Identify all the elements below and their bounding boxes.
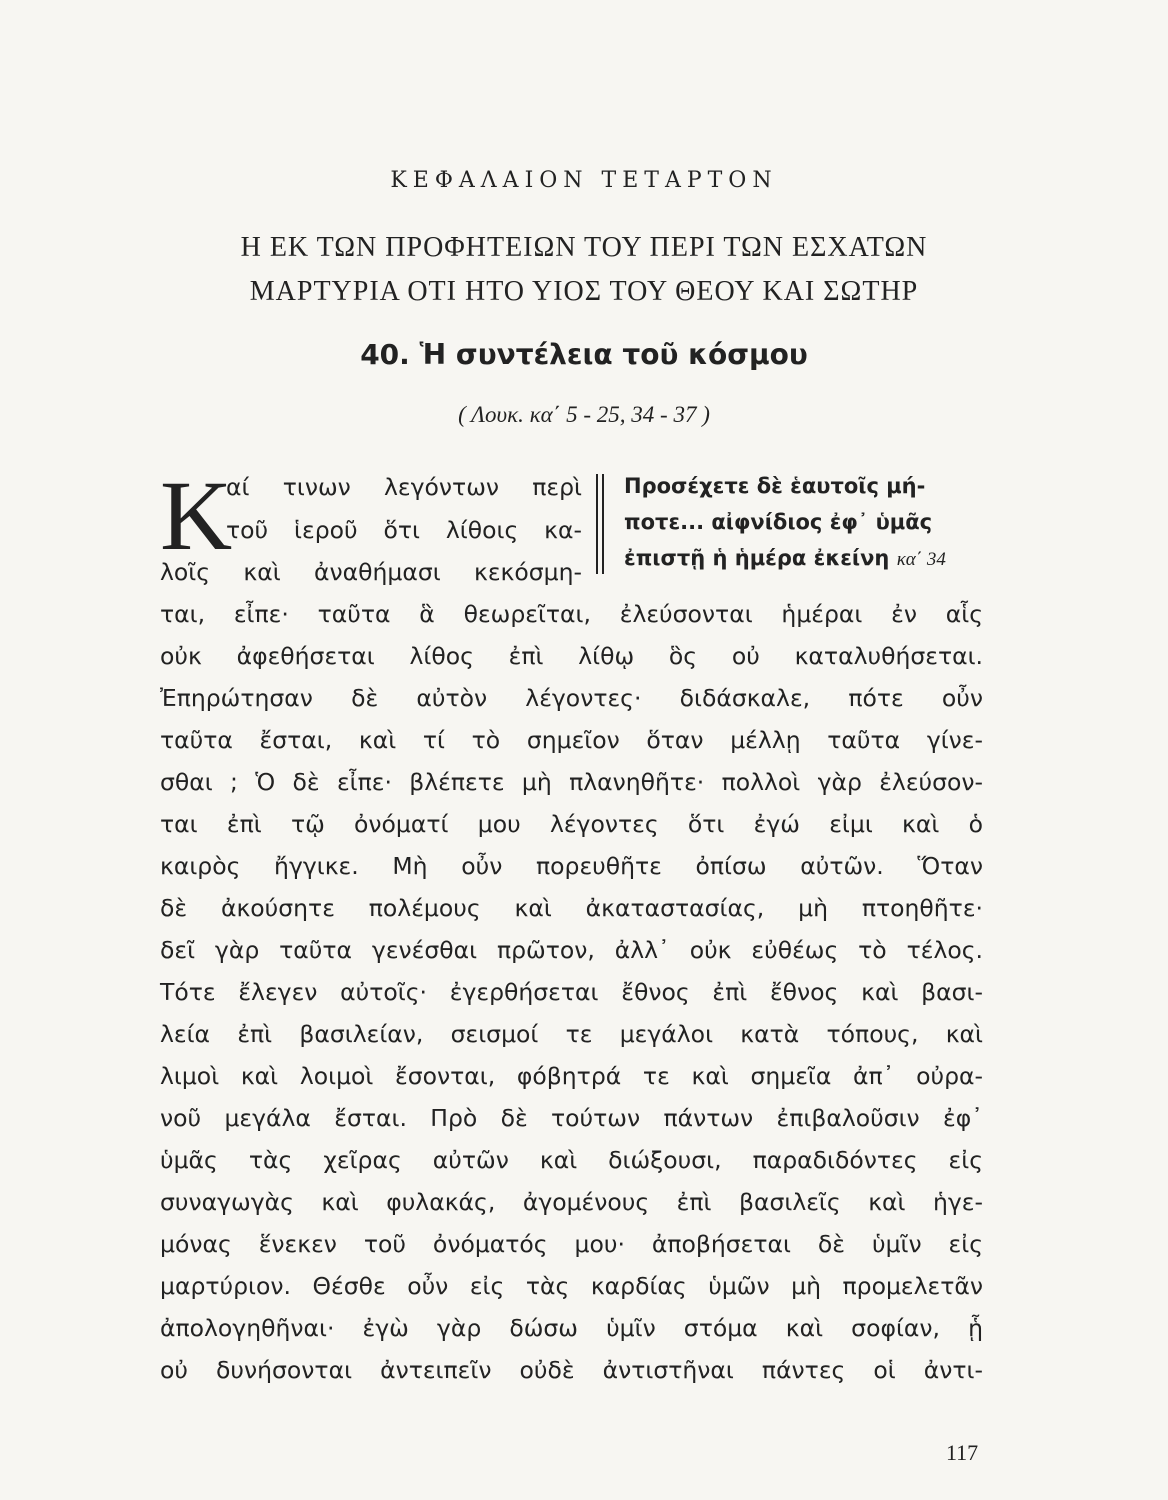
sidenote-line-3 — [624, 542, 986, 576]
body-line: ται ἐπὶ τῷ ὀνόματί μου λέγοντες ὅτι ἐγώ εἰμι καὶ ὁ — [160, 810, 983, 838]
body-line: μόνας ἕνεκεν τοῦ ὀνόματός μου· ἀποβήσεται δὲ ὑμῖν εἰς — [160, 1230, 983, 1258]
body-line: συναγωγὰς καὶ φυλακάς, ἀγομένους ἐπὶ βασιλεῖς καὶ ἡγε- — [160, 1188, 983, 1216]
body-line: ἀπολογηθῆναι· ἐγὼ γὰρ δώσω ὑμῖν στόμα καὶ σοφίαν, ᾗ — [160, 1314, 983, 1342]
body-line: σθαι ; Ὁ δὲ εἶπε· βλέπετε μὴ πλανηθῆτε· πολλοὶ γὰρ ἐλεύσον- — [160, 768, 983, 796]
section-title: 40. Ἡ συντέλεια τοῦ κόσμου — [360, 338, 808, 371]
body-line: οὐ δυνήσονται ἀντειπεῖν οὐδὲ ἀντιστῆναι πάντες οἱ ἀντι- — [160, 1356, 983, 1384]
page-number: 117 — [946, 1440, 979, 1465]
sidenote-divider-2 — [602, 474, 604, 574]
sidenote-line-3-text: ἐπιστῇ ἡ ἡμέρα ἐκείνη — [624, 546, 890, 570]
chapter-heading: ΚΕΦΑΛΑΙΟΝ ΤΕΤΑΡΤΟΝ — [390, 168, 778, 193]
opening-line-3: λοῖς καὶ ἀναθήμασι κεκόσμη- — [160, 558, 582, 586]
body-line: Ἐπηρώτησαν δὲ αὐτὸν λέγοντες· διδάσκαλε, πότε οὖν — [160, 684, 983, 712]
body-line: δὲ ἀκούσητε πολέμους καὶ ἀκαταστασίας, μὴ πτοηθῆτε· — [160, 894, 983, 922]
drop-cap: Κ — [160, 460, 233, 571]
title-line-1: Η ΕΚ ΤΩΝ ΠΡΟΦΗΤΕΙΩΝ ΤΟΥ ΠΕΡΙ ΤΩΝ ΕΣΧΑΤΩΝ — [240, 232, 928, 263]
opening-line-1: αί τινων λεγόντων περὶ — [226, 473, 582, 501]
body-line: ται, εἶπε· ταῦτα ἃ θεωρεῖται, ἐλεύσονται ἡμέραι ἐν αἷς — [160, 600, 983, 628]
sidenote-line-2: ποτε... αἰφνίδιος ἐφ᾿ ὑμᾶς — [624, 510, 933, 534]
body-line: καιρὸς ἤγγικε. Μὴ οὖν πορευθῆτε ὀπίσω αὐτῶν. Ὅταν — [160, 852, 983, 880]
sidenote-line-1: Προσέχετε δὲ ἑαυτοῖς μή- — [624, 474, 926, 498]
title-line-2: ΜΑΡΤΥΡΙΑ ΟΤΙ ΗΤΟ ΥΙΟΣ ΤΟΥ ΘΕΟΥ ΚΑΙ ΣΩΤΗΡ — [249, 276, 919, 307]
body-line: μαρτύριον. Θέσθε οὖν εἰς τὰς καρδίας ὑμῶν μὴ προμελετᾶν — [160, 1272, 983, 1300]
body-line: λιμοὶ καὶ λοιμοὶ ἔσονται, φόβητρά τε καὶ σημεῖα ἀπ᾿ οὐρα- — [160, 1062, 983, 1090]
body-line: λεία ἐπὶ βασιλείαν, σεισμοί τε μεγάλοι κατὰ τόπους, καὶ — [160, 1020, 983, 1048]
body-line: ὑμᾶς τὰς χεῖρας αὐτῶν καὶ διώξουσι, παραδιδόντες εἰς — [160, 1146, 983, 1174]
body-line: οὐκ ἀφεθήσεται λίθος ἐπὶ λίθῳ ὃς οὐ καταλυθήσεται. — [160, 642, 983, 670]
opening-line-2: τοῦ ἱεροῦ ὅτι λίθοις κα- — [226, 516, 582, 544]
body-line: ταῦτα ἔσται, καὶ τί τὸ σημεῖον ὅταν μέλλῃ ταῦτα γίνε- — [160, 726, 983, 754]
body-line: δεῖ γὰρ ταῦτα γενέσθαι πρῶτον, ἀλλ᾿ οὐκ εὐθέως τὸ τέλος. — [160, 936, 983, 964]
body-line: Τότε ἔλεγεν αὐτοῖς· ἐγερθήσεται ἔθνος ἐπὶ ἔθνος καὶ βασι- — [160, 978, 983, 1006]
sidenote-divider — [596, 474, 598, 574]
sidenote-reference: κα΄ 34 — [896, 549, 946, 570]
scripture-reference: ( Λουκ. κα΄ 5 - 25, 34 - 37 ) — [458, 402, 710, 427]
body-line: νοῦ μεγάλα ἔσται. Πρὸ δὲ τούτων πάντων ἐπιβαλοῦσιν ἐφ᾿ — [160, 1104, 983, 1132]
